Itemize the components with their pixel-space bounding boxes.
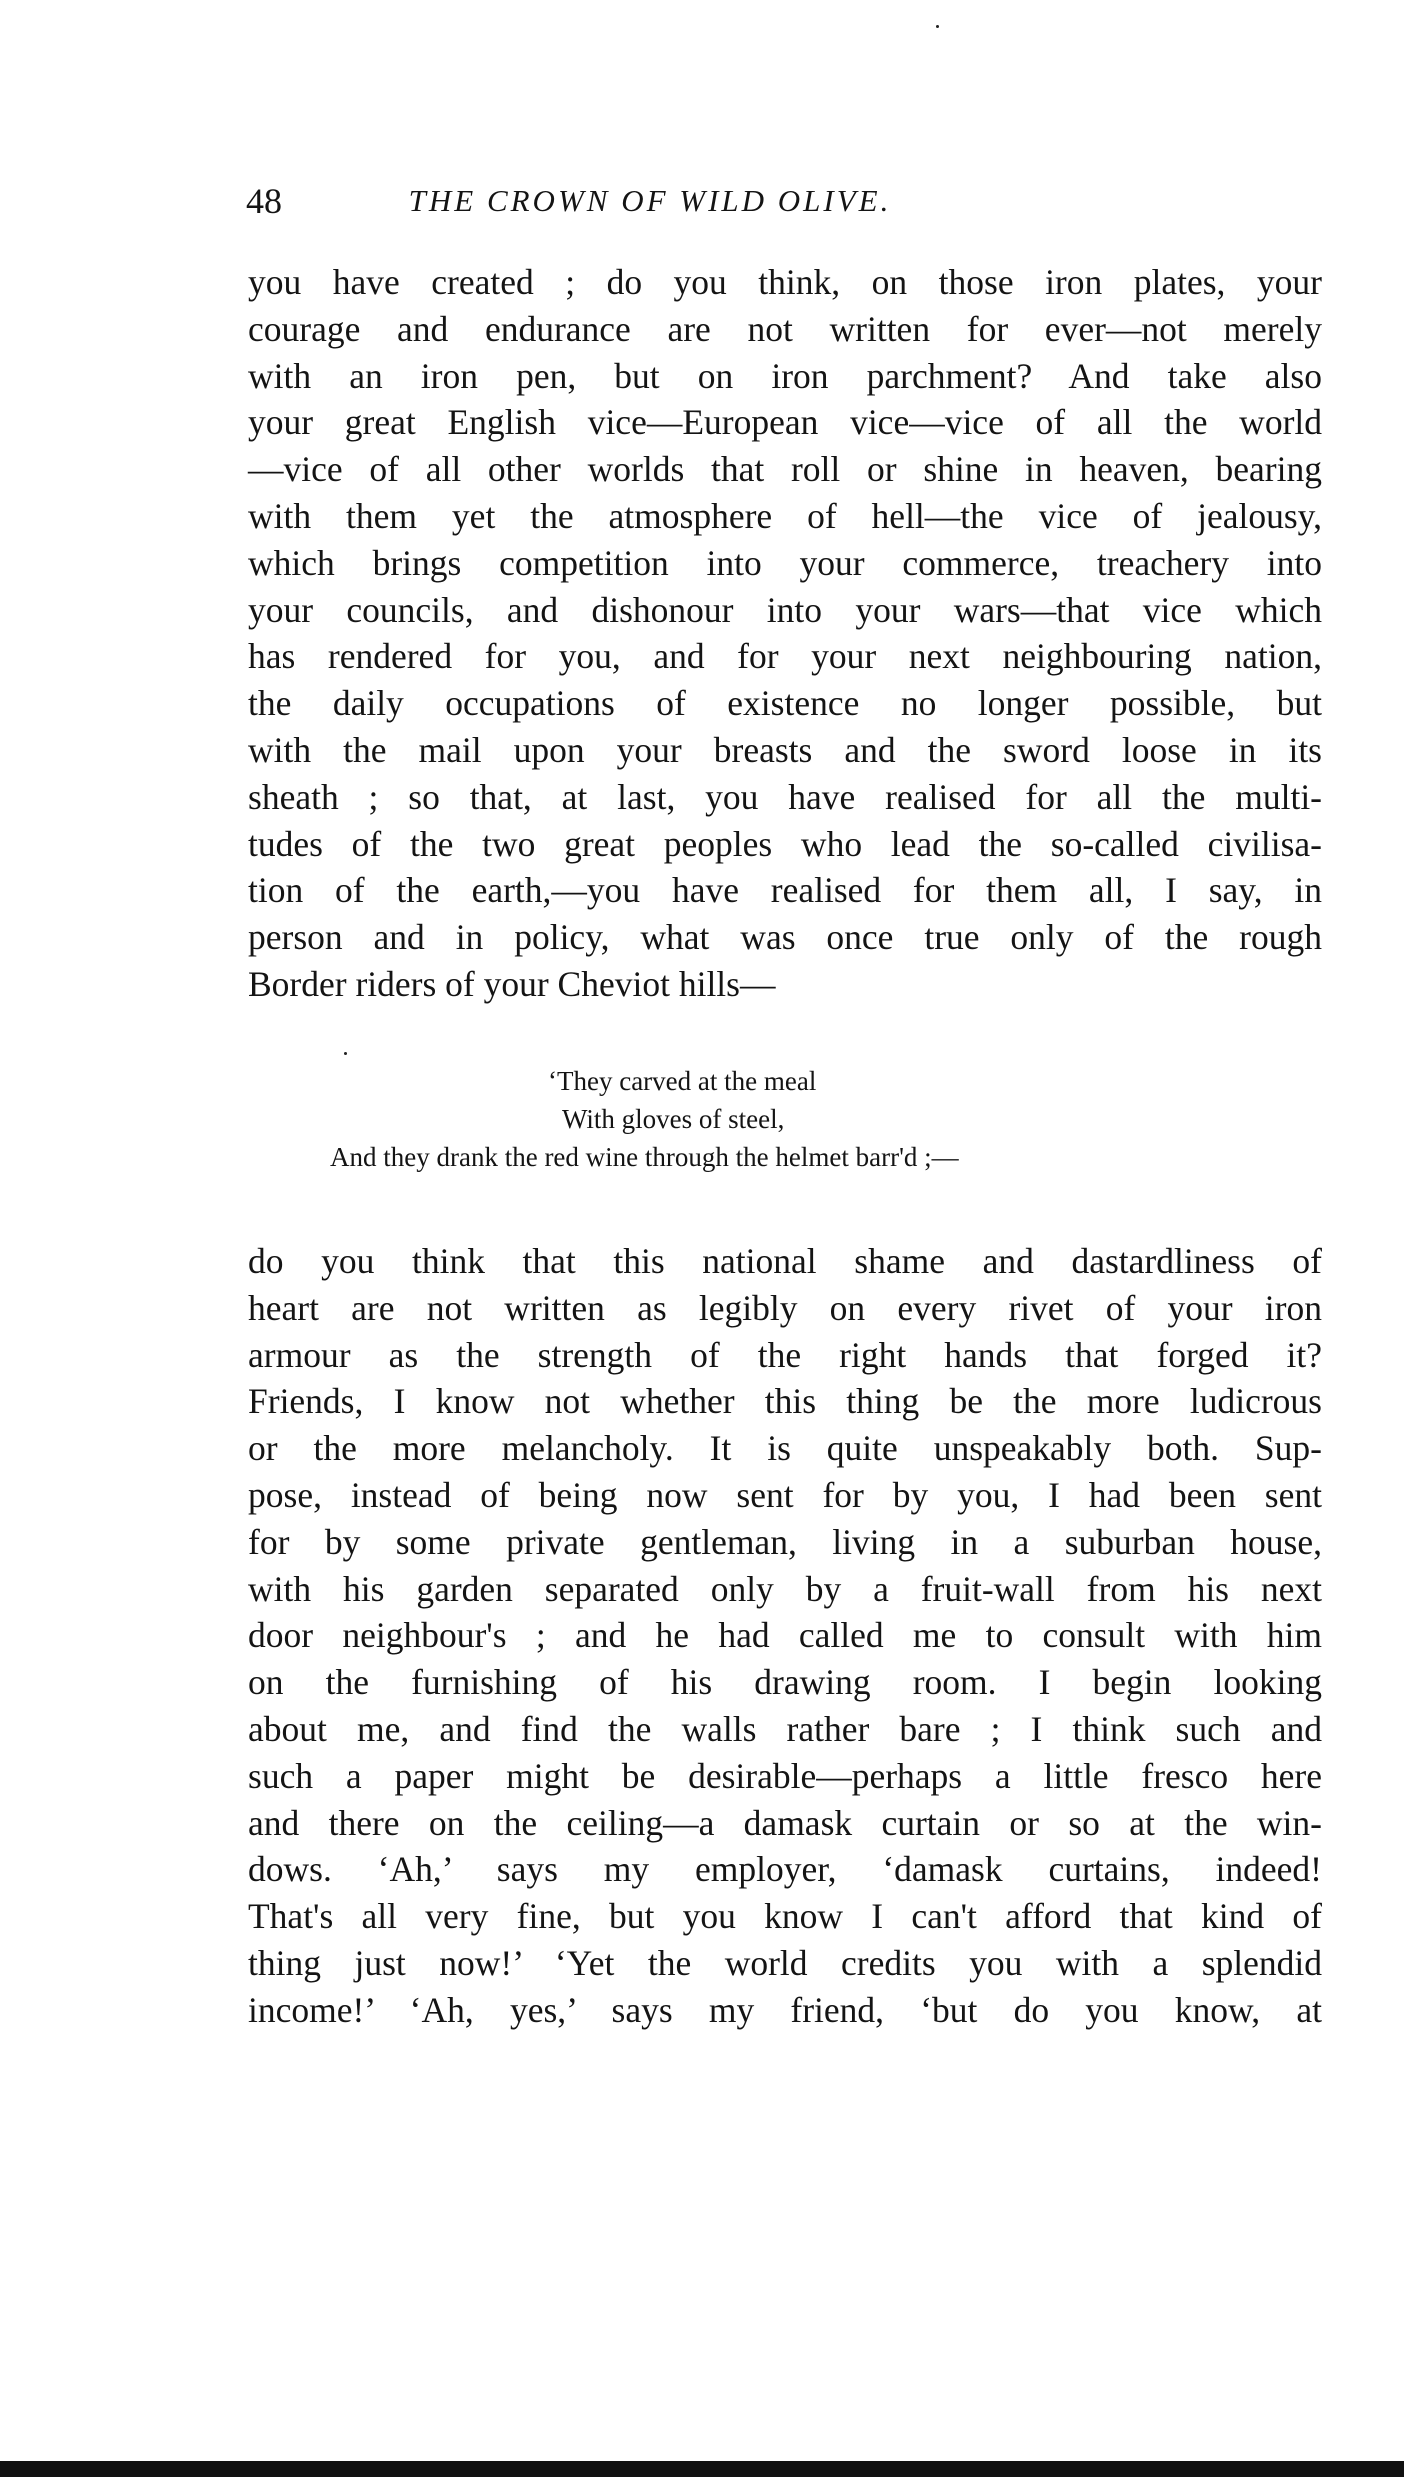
- text-line: tudes of the two great peoples who lead the so-called civilisa-: [248, 823, 1322, 864]
- text-line: Border riders of your Cheviot hills—: [248, 963, 776, 1004]
- text-line: thing just now!’ ‘Yet the world credits you with a splendid: [248, 1942, 1322, 1983]
- text-line: such a paper might be desirable—perhaps a little fresco here: [248, 1755, 1322, 1796]
- text-line: tion of the earth,—you have realised for them all, I say, in: [248, 870, 1322, 911]
- text-line: has rendered for you, and for your next neighbouring nation,: [248, 636, 1322, 677]
- text-line: with an iron pen, but on iron parchment? And take also: [248, 355, 1322, 396]
- page-number: 48: [246, 181, 282, 221]
- text-line: person and in policy, what was once true only of the rough: [248, 917, 1322, 958]
- text-line: or the more melancholy. It is quite unspeakably both. Sup-: [248, 1428, 1322, 1469]
- text-line: the daily occupations of existence no longer possible, but: [248, 683, 1322, 724]
- text-line: heart are not written as legibly on every rivet of your iron: [248, 1287, 1322, 1328]
- text-line: —vice of all other worlds that roll or shine in heaven, bearing: [248, 449, 1322, 490]
- text-line: dows. ‘Ah,’ says my employer, ‘damask curtains, indeed!: [248, 1849, 1322, 1890]
- verse-line: And they drank the red wine through the helmet barr'd ;—: [330, 1142, 959, 1172]
- text-line: income!’ ‘Ah, yes,’ says my friend, ‘but do you know, at: [248, 1989, 1322, 2030]
- text-line: your councils, and dishonour into your wars—that vice which: [248, 589, 1322, 630]
- paragraph-1: [248, 259, 1322, 1008]
- paragraph-2: [248, 1238, 1322, 2034]
- text-line: on the furnishing of his drawing room. I begin looking: [248, 1662, 1322, 1703]
- text-line: with them yet the atmosphere of hell—the vice of jealousy,: [248, 495, 1322, 536]
- verse-line: ‘They carved at the meal: [548, 1066, 817, 1096]
- text-line: That's all very fine, but you know I can't afford that kind of: [248, 1896, 1322, 1937]
- text-line: sheath ; so that, at last, you have realised for all the multi-: [248, 776, 1322, 817]
- verse-quotation: [248, 1062, 1322, 1176]
- scan-speck: [936, 25, 939, 28]
- text-line: which brings competition into your commerce, treachery into: [248, 542, 1322, 583]
- text-line: courage and endurance are not written for ever—not merely: [248, 308, 1322, 349]
- text-line: for by some private gentleman, living in a suburban house,: [248, 1521, 1322, 1562]
- text-line: with his garden separated only by a fruit-wall from his next: [248, 1568, 1322, 1609]
- scan-border: [0, 2461, 1404, 2477]
- text-line: your great English vice—European vice—vice of all the world: [248, 402, 1322, 443]
- verse-line: With gloves of steel,: [562, 1104, 785, 1134]
- text-line: do you think that this national shame and dastardliness of: [248, 1241, 1322, 1281]
- text-line: pose, instead of being now sent for by you, I had been sent: [248, 1474, 1322, 1515]
- running-title: THE CROWN OF WILD OLIVE.: [408, 183, 892, 218]
- text-line: with the mail upon your breasts and the sword loose in its: [248, 729, 1322, 770]
- text-line: you have created ; do you think, on those iron plates, your: [248, 262, 1322, 302]
- text-line: armour as the strength of the right hands that forged it?: [248, 1334, 1322, 1375]
- text-line: about me, and find the walls rather bare ; I think such and: [248, 1708, 1322, 1749]
- text-line: Friends, I know not whether this thing be the more ludicrous: [248, 1381, 1322, 1422]
- page-header: [246, 178, 1054, 224]
- scan-speck: [344, 1052, 347, 1055]
- text-line: and there on the ceiling—a damask curtain or so at the win-: [248, 1802, 1322, 1843]
- text-line: door neighbour's ; and he had called me to consult with him: [248, 1615, 1322, 1656]
